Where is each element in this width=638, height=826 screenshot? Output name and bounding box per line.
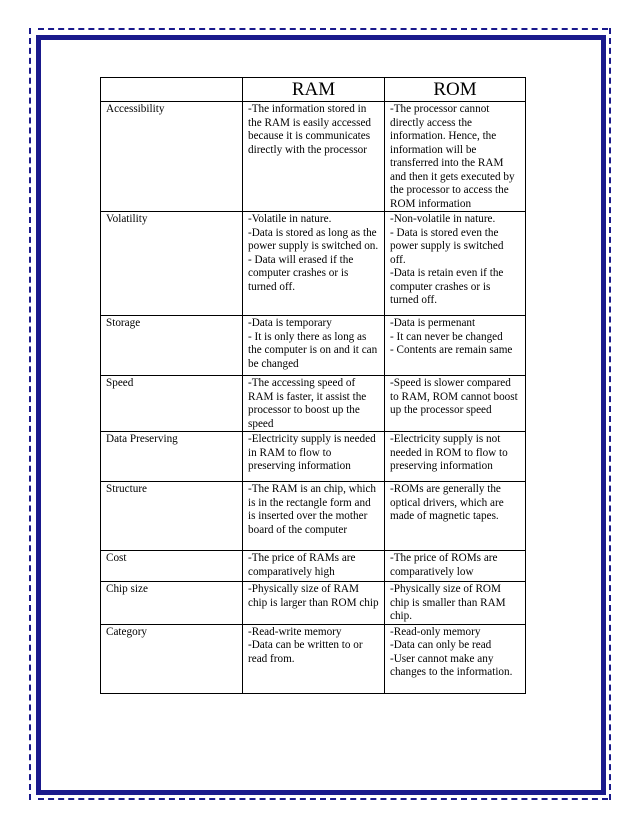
rom-cell xyxy=(385,482,526,551)
rom-cell xyxy=(385,316,526,376)
header-rom: ROM xyxy=(385,78,526,102)
ram-cell xyxy=(243,551,385,582)
table-row xyxy=(101,582,526,625)
ram-cell xyxy=(243,212,385,316)
row-label: Volatility xyxy=(101,212,243,316)
row-label: Chip size xyxy=(101,582,243,625)
table-row xyxy=(101,376,526,432)
table-row xyxy=(101,432,526,482)
row-label: Data Preserving xyxy=(101,432,243,482)
ram-cell-text: -The price of RAMs are comparatively high xyxy=(248,552,356,578)
table-row xyxy=(101,102,526,212)
header-blank-cell xyxy=(101,78,243,102)
page-border-right xyxy=(601,35,606,795)
rom-cell xyxy=(385,376,526,432)
ram-cell-text: -Read-write memory -Data can be written to or read from. xyxy=(248,625,363,665)
table-row xyxy=(101,212,526,316)
table-row xyxy=(101,551,526,582)
page-border-bottom-dashed xyxy=(38,798,608,800)
rom-cell-text: -Data is permenant - It can never be changed - Contents are remain same xyxy=(390,317,513,356)
rom-cell-text: -The price of ROMs are comparatively low xyxy=(390,552,498,578)
rom-cell xyxy=(385,102,526,212)
page-border-top xyxy=(38,35,603,40)
row-label: Category xyxy=(101,624,243,693)
ram-cell-text: -The accessing speed of RAM is faster, it assist the processor to boost up the speed xyxy=(248,377,367,430)
rom-cell-text: -The processor cannot directly access the information. Hence, the information will be transferred into the RAM and then it gets executed by the processor to access the ROM information xyxy=(390,103,515,210)
row-label: Structure xyxy=(101,482,243,551)
rom-cell xyxy=(385,432,526,482)
ram-cell xyxy=(243,482,385,551)
header-ram: RAM xyxy=(243,78,385,102)
rom-cell xyxy=(385,551,526,582)
table-row xyxy=(101,482,526,551)
row-label: Accessibility xyxy=(101,102,243,212)
table-header-row xyxy=(101,78,526,102)
ram-rom-comparison-table xyxy=(100,77,526,694)
rom-cell xyxy=(385,212,526,316)
ram-cell-text: -Data is temporary - It is only there as long as the computer is on and it can be changed xyxy=(248,317,378,370)
page-border-right-dashed xyxy=(609,28,611,800)
ram-cell-text: -Volatile in nature. -Data is stored as long as the power supply is switched on. - Data will erased if the computer crashes or is turned off. xyxy=(248,213,379,293)
rom-cell-text: -Speed is slower compared to RAM, ROM cannot boost up the processor speed xyxy=(390,377,518,416)
rom-cell-text: -Physically size of ROM chip is smaller than RAM chip. xyxy=(390,583,506,622)
row-label: Cost xyxy=(101,551,243,582)
row-label: Storage xyxy=(101,316,243,376)
table-row xyxy=(101,624,526,693)
rom-cell-text: -ROMs are generally the optical drivers, which are made of magnetic tapes. xyxy=(390,483,504,522)
ram-cell xyxy=(243,376,385,432)
page-border-left xyxy=(36,35,41,795)
ram-cell-text: -The RAM is an chip, which is in the rectangle form and is inserted over the mother board of the computer xyxy=(248,483,377,536)
rom-cell xyxy=(385,624,526,693)
rom-cell xyxy=(385,582,526,625)
page-border-left-dashed xyxy=(29,28,31,800)
ram-cell xyxy=(243,316,385,376)
page-border-top-dashed xyxy=(38,28,608,30)
rom-cell-text: -Non-volatile in nature. - Data is stored even the power supply is switched off. -Data is retain even if the computer crashes or is turned off. xyxy=(390,213,504,306)
ram-cell-text: -Physically size of RAM chip is larger than ROM chip xyxy=(248,583,379,609)
ram-cell xyxy=(243,624,385,693)
row-label: Speed xyxy=(101,376,243,432)
ram-cell-text: -The information stored in the RAM is easily accessed because it is communicates directly with the processor xyxy=(248,103,372,156)
ram-cell xyxy=(243,432,385,482)
table-row xyxy=(101,316,526,376)
rom-cell-text: -Read-only memory -Data can only be read -User cannot make any changes to the information. xyxy=(390,625,513,678)
ram-cell-text: -Electricity supply is needed in RAM to flow to preserving information xyxy=(248,433,376,472)
page-border-bottom xyxy=(38,790,606,795)
ram-cell xyxy=(243,582,385,625)
ram-cell xyxy=(243,102,385,212)
rom-cell-text: -Electricity supply is not needed in ROM to flow to preserving information xyxy=(390,433,508,472)
